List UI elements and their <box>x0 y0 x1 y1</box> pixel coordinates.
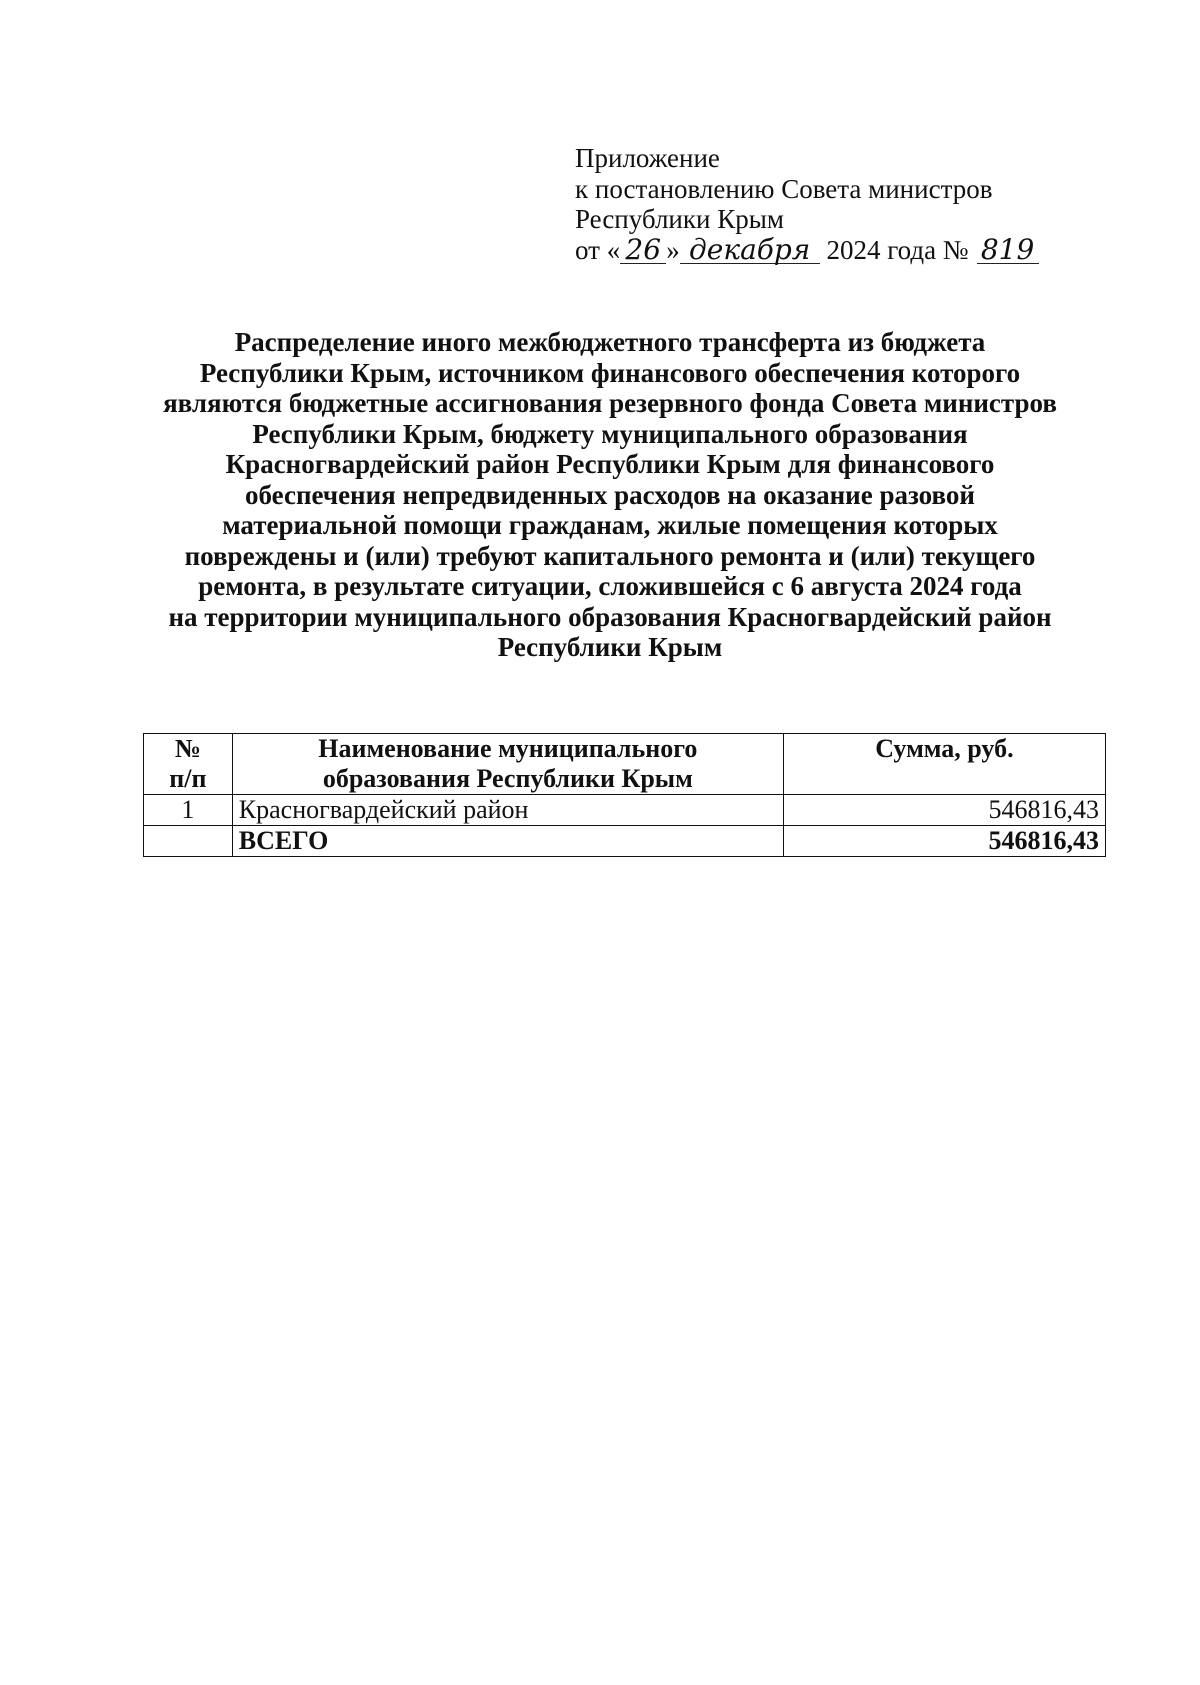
date-year: 2024 года № <box>826 234 969 265</box>
date-mid: » <box>666 234 680 265</box>
header-name-line1: Наименование муниципального <box>318 734 698 763</box>
title-line: материальной помощи гражданам, жилые помещения которых <box>222 510 998 540</box>
document-title <box>130 327 1090 663</box>
annex-resolution-line: к постановлению Совета министров <box>575 173 993 204</box>
header-name <box>232 734 783 795</box>
title-line: Красногвардейский район Республики Крым для финансового <box>225 449 995 479</box>
annex-republic-line: Республики Крым <box>575 204 784 234</box>
header-num-abbr: п/п <box>169 764 207 793</box>
annex-title: Приложение <box>575 143 720 173</box>
row-num: 1 <box>144 795 233 826</box>
table-row <box>144 795 1106 826</box>
title-line: ремонта, в результате ситуации, сложившейся с 6 августа 2024 года <box>198 571 1022 601</box>
title-line: являются бюджетные ассигнования резервного фонда Совета министров <box>163 388 1057 418</box>
total-label: ВСЕГО <box>232 826 783 857</box>
handwritten-month: декабря <box>680 237 820 264</box>
title-line: Распределение иного межбюджетного трансферта из бюджета <box>234 327 986 357</box>
handwritten-number: 819 <box>977 237 1039 264</box>
header-num <box>144 734 233 795</box>
header-name-line2: образования Республики Крым <box>322 764 693 793</box>
row-name: Красногвардейский район <box>232 795 783 826</box>
title-line: обеспечения непредвиденных расходов на оказание разовой <box>245 479 975 510</box>
handwritten-day: 26 <box>620 237 666 264</box>
annex-block <box>575 143 1095 265</box>
title-line: Республики Крым <box>497 632 723 662</box>
distribution-table <box>143 733 1106 857</box>
header-sum: Сумма, руб. <box>783 734 1105 795</box>
title-line: Республики Крым, бюджету муниципального образования <box>252 418 968 449</box>
table-total-row <box>144 826 1106 857</box>
title-line: на территории муниципального образования Красногвардейский район <box>168 601 1052 632</box>
date-prefix: от « <box>575 234 621 265</box>
header-num-symbol: № <box>174 734 201 763</box>
title-line: Республики Крым, источником финансового обеспечения которого <box>199 357 1021 388</box>
row-sum: 546816,43 <box>783 795 1105 826</box>
total-num <box>144 826 233 857</box>
table-header-row <box>144 734 1106 795</box>
annex-date-line <box>575 232 1095 266</box>
total-sum: 546816,43 <box>783 826 1105 857</box>
title-line: повреждены и (или) требуют капитального ремонта и (или) текущего <box>184 540 1036 571</box>
